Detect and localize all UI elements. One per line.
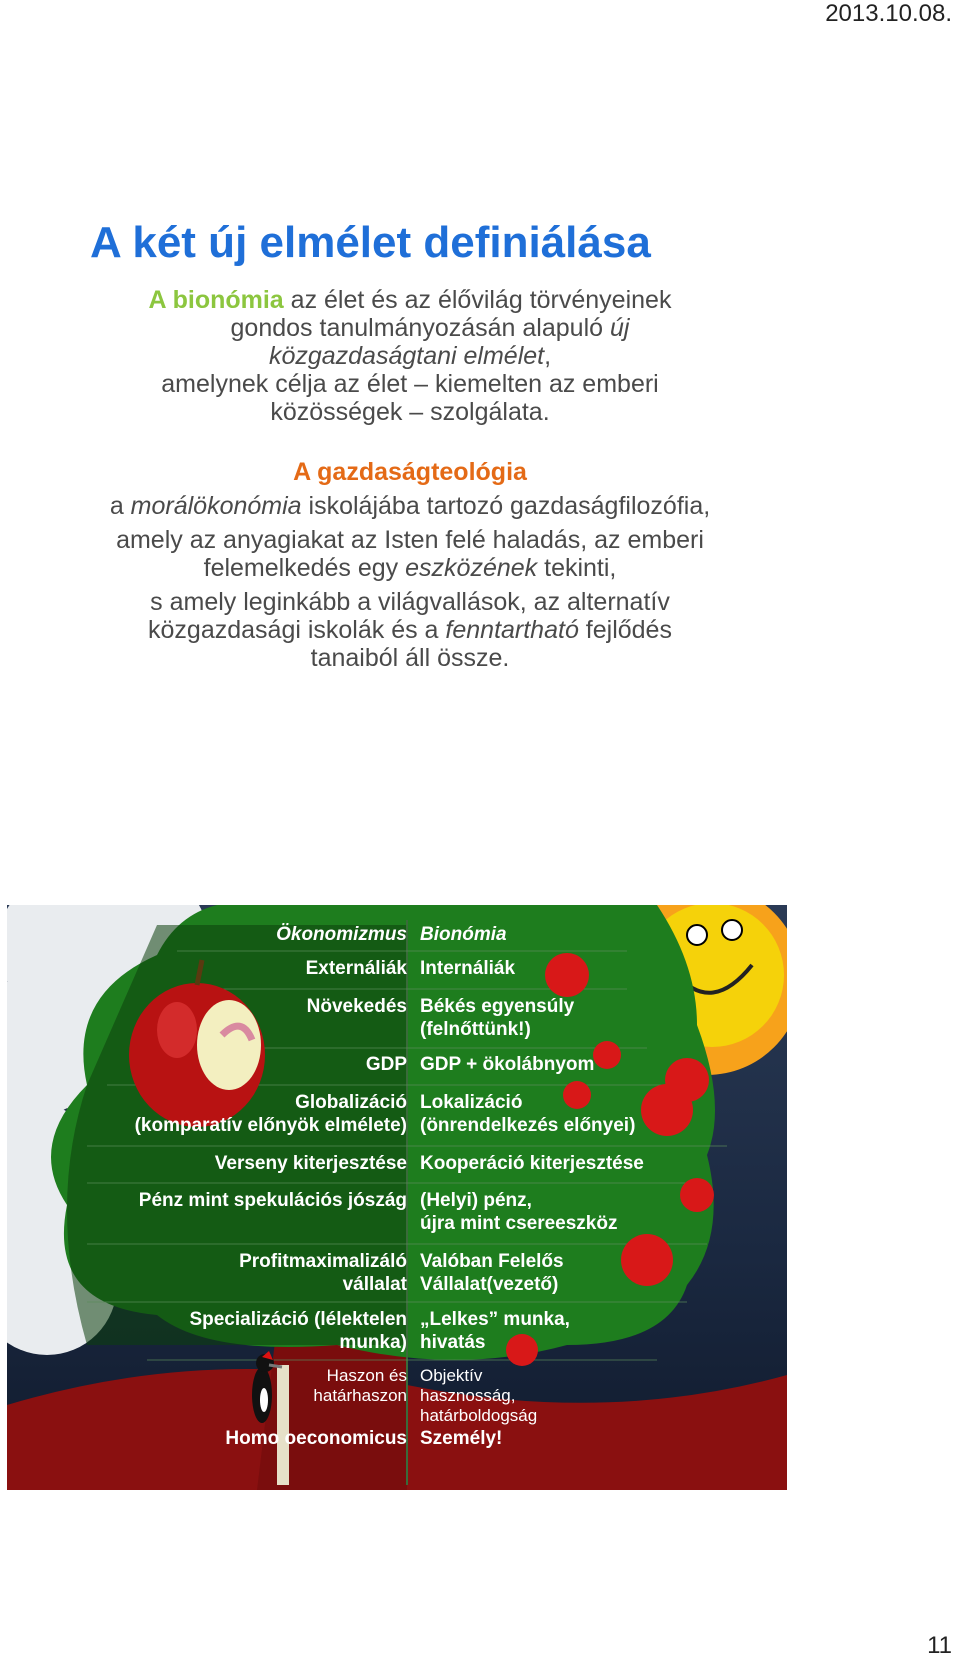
row-3-left	[366, 1053, 407, 1076]
row-5-left	[215, 1152, 407, 1175]
row-8-right-line: „Lelkes” munka,	[420, 1309, 570, 1330]
gazd-line-3c: tekinti,	[537, 554, 617, 582]
bionomia-line-2	[40, 314, 780, 342]
row-4-left	[135, 1091, 407, 1137]
bionomia-line-2b: új	[609, 314, 630, 342]
row-3-right	[420, 1053, 594, 1076]
row-7-left-line: Profitmaximalizáló	[239, 1251, 407, 1272]
gazd-line-5c: fejlődés	[578, 616, 672, 644]
gazd-line-3b: eszközének	[405, 554, 538, 582]
gazdasagteologia-definition	[30, 458, 790, 672]
comparison-figure	[7, 905, 787, 1490]
row-8-left-line: munka)	[339, 1332, 407, 1353]
row-8-left	[189, 1308, 407, 1354]
gazd-line-1b: morálökonómia	[130, 492, 302, 520]
row-1-right-line: Internáliák	[420, 958, 516, 979]
row-6-right-line: (Helyi) pénz,	[420, 1190, 532, 1211]
row-8-left-line: Specializáció (lélektelen	[189, 1309, 407, 1330]
row-7-left-line: vállalat	[342, 1274, 407, 1295]
gazd-line-5b: fenntartható	[445, 616, 579, 644]
row-5-right	[420, 1152, 644, 1175]
row-9-right-line: hasznosság,	[420, 1386, 516, 1405]
bionomia-line-3-text: közgazdaságtani elmélet	[268, 342, 545, 370]
row-9-left-line: Haszon és	[326, 1366, 407, 1385]
row-10-left	[225, 1427, 407, 1450]
bionomia-line-3-end: ,	[544, 342, 552, 370]
row-6-left-line: Pénz mint spekulációs jószág	[138, 1190, 407, 1211]
row-7-right-line: Vállalat(vezető)	[420, 1274, 559, 1295]
gazd-line-5a: közgazdasági iskolák és a	[148, 616, 446, 644]
row-9-right	[420, 1366, 537, 1426]
bionomia-line-4: amelynek célja az élet – kiemelten az emberi	[161, 370, 659, 398]
row-8-right	[420, 1308, 570, 1354]
row-2-left	[307, 995, 407, 1018]
slide-date: 2013.10.08.	[825, 0, 952, 27]
row-7-right-line: Valóban Felelős	[420, 1251, 564, 1272]
row-9-right-line: határboldogság	[420, 1406, 538, 1425]
row-6-right	[420, 1189, 617, 1235]
gazd-line-2: amely az anyagiakat az Isten felé haladás, az emberi	[116, 526, 704, 554]
gazdasagteologia-term: A gazdaságteológia	[293, 458, 527, 486]
bionomia-definition	[40, 286, 780, 426]
gazd-line-1a: a	[109, 492, 131, 520]
bionomia-line-1	[40, 286, 780, 314]
row-10-right	[420, 1427, 502, 1450]
gazd-line-1	[30, 492, 790, 520]
gazd-line-3	[30, 554, 790, 582]
bionomia-line-3	[40, 342, 780, 370]
right-header: Bionómia	[420, 924, 507, 945]
row-4-left-line: Globalizáció	[295, 1092, 407, 1113]
page-number: 11	[927, 1632, 952, 1659]
row-1-left	[306, 957, 407, 980]
left-header: Ökonomizmus	[276, 924, 407, 945]
row-4-right-line: Lokalizáció	[420, 1092, 523, 1113]
row-10-right-line: Személy!	[420, 1428, 503, 1449]
bionomia-line-1-text: az élet és az élővilág törvényeinek	[283, 286, 672, 314]
row-2-right	[420, 995, 574, 1041]
row-5-left-line: Verseny kiterjesztése	[214, 1153, 407, 1174]
row-4-left-line: (komparatív előnyök elmélete)	[134, 1115, 407, 1136]
row-2-right-line: Békés egyensúly	[420, 996, 575, 1017]
row-3-left-line: GDP	[365, 1054, 407, 1075]
row-7-right	[420, 1250, 564, 1296]
row-5-right-line: Kooperáció kiterjesztése	[420, 1153, 644, 1174]
page-title: A két új elmélet definiálása	[90, 218, 651, 267]
row-1-left-line: Externáliák	[305, 958, 407, 979]
bionomia-term: A bionómia	[148, 286, 284, 314]
row-7-left	[239, 1250, 407, 1296]
gazd-line-3a: felemelkedés egy	[203, 554, 406, 582]
gazd-line-5	[30, 616, 790, 644]
comparison-table	[7, 905, 787, 1490]
row-6-right-line: újra mint csereeszköz	[420, 1213, 618, 1234]
gazd-line-4: s amely leginkább a világvallások, az alternatív	[150, 588, 670, 616]
row-4-right	[420, 1091, 635, 1137]
row-6-left	[139, 1189, 407, 1212]
gazd-line-1c: iskolájába tartozó gazdaságfilozófia,	[301, 492, 711, 520]
row-3-right-line: GDP + ökolábnyom	[420, 1054, 595, 1075]
row-10-left-line: Homo oeconomicus	[225, 1428, 407, 1449]
bionomia-line-5: közösségek – szolgálata.	[270, 398, 550, 426]
row-9-left	[313, 1366, 407, 1406]
row-8-right-line: hivatás	[420, 1332, 486, 1353]
row-9-left-line: határhaszon	[313, 1386, 407, 1405]
row-1-right	[420, 957, 515, 980]
gazd-line-6: tanaiból áll össze.	[310, 644, 510, 672]
bionomia-line-2a: gondos tanulmányozásán alapuló	[230, 314, 610, 342]
row-4-right-line: (önrendelkezés előnyei)	[420, 1115, 636, 1136]
row-9-right-line: Objektív	[420, 1366, 483, 1385]
row-2-right-line: (felnőttünk!)	[420, 1019, 531, 1040]
row-2-left-line: Növekedés	[306, 996, 407, 1017]
